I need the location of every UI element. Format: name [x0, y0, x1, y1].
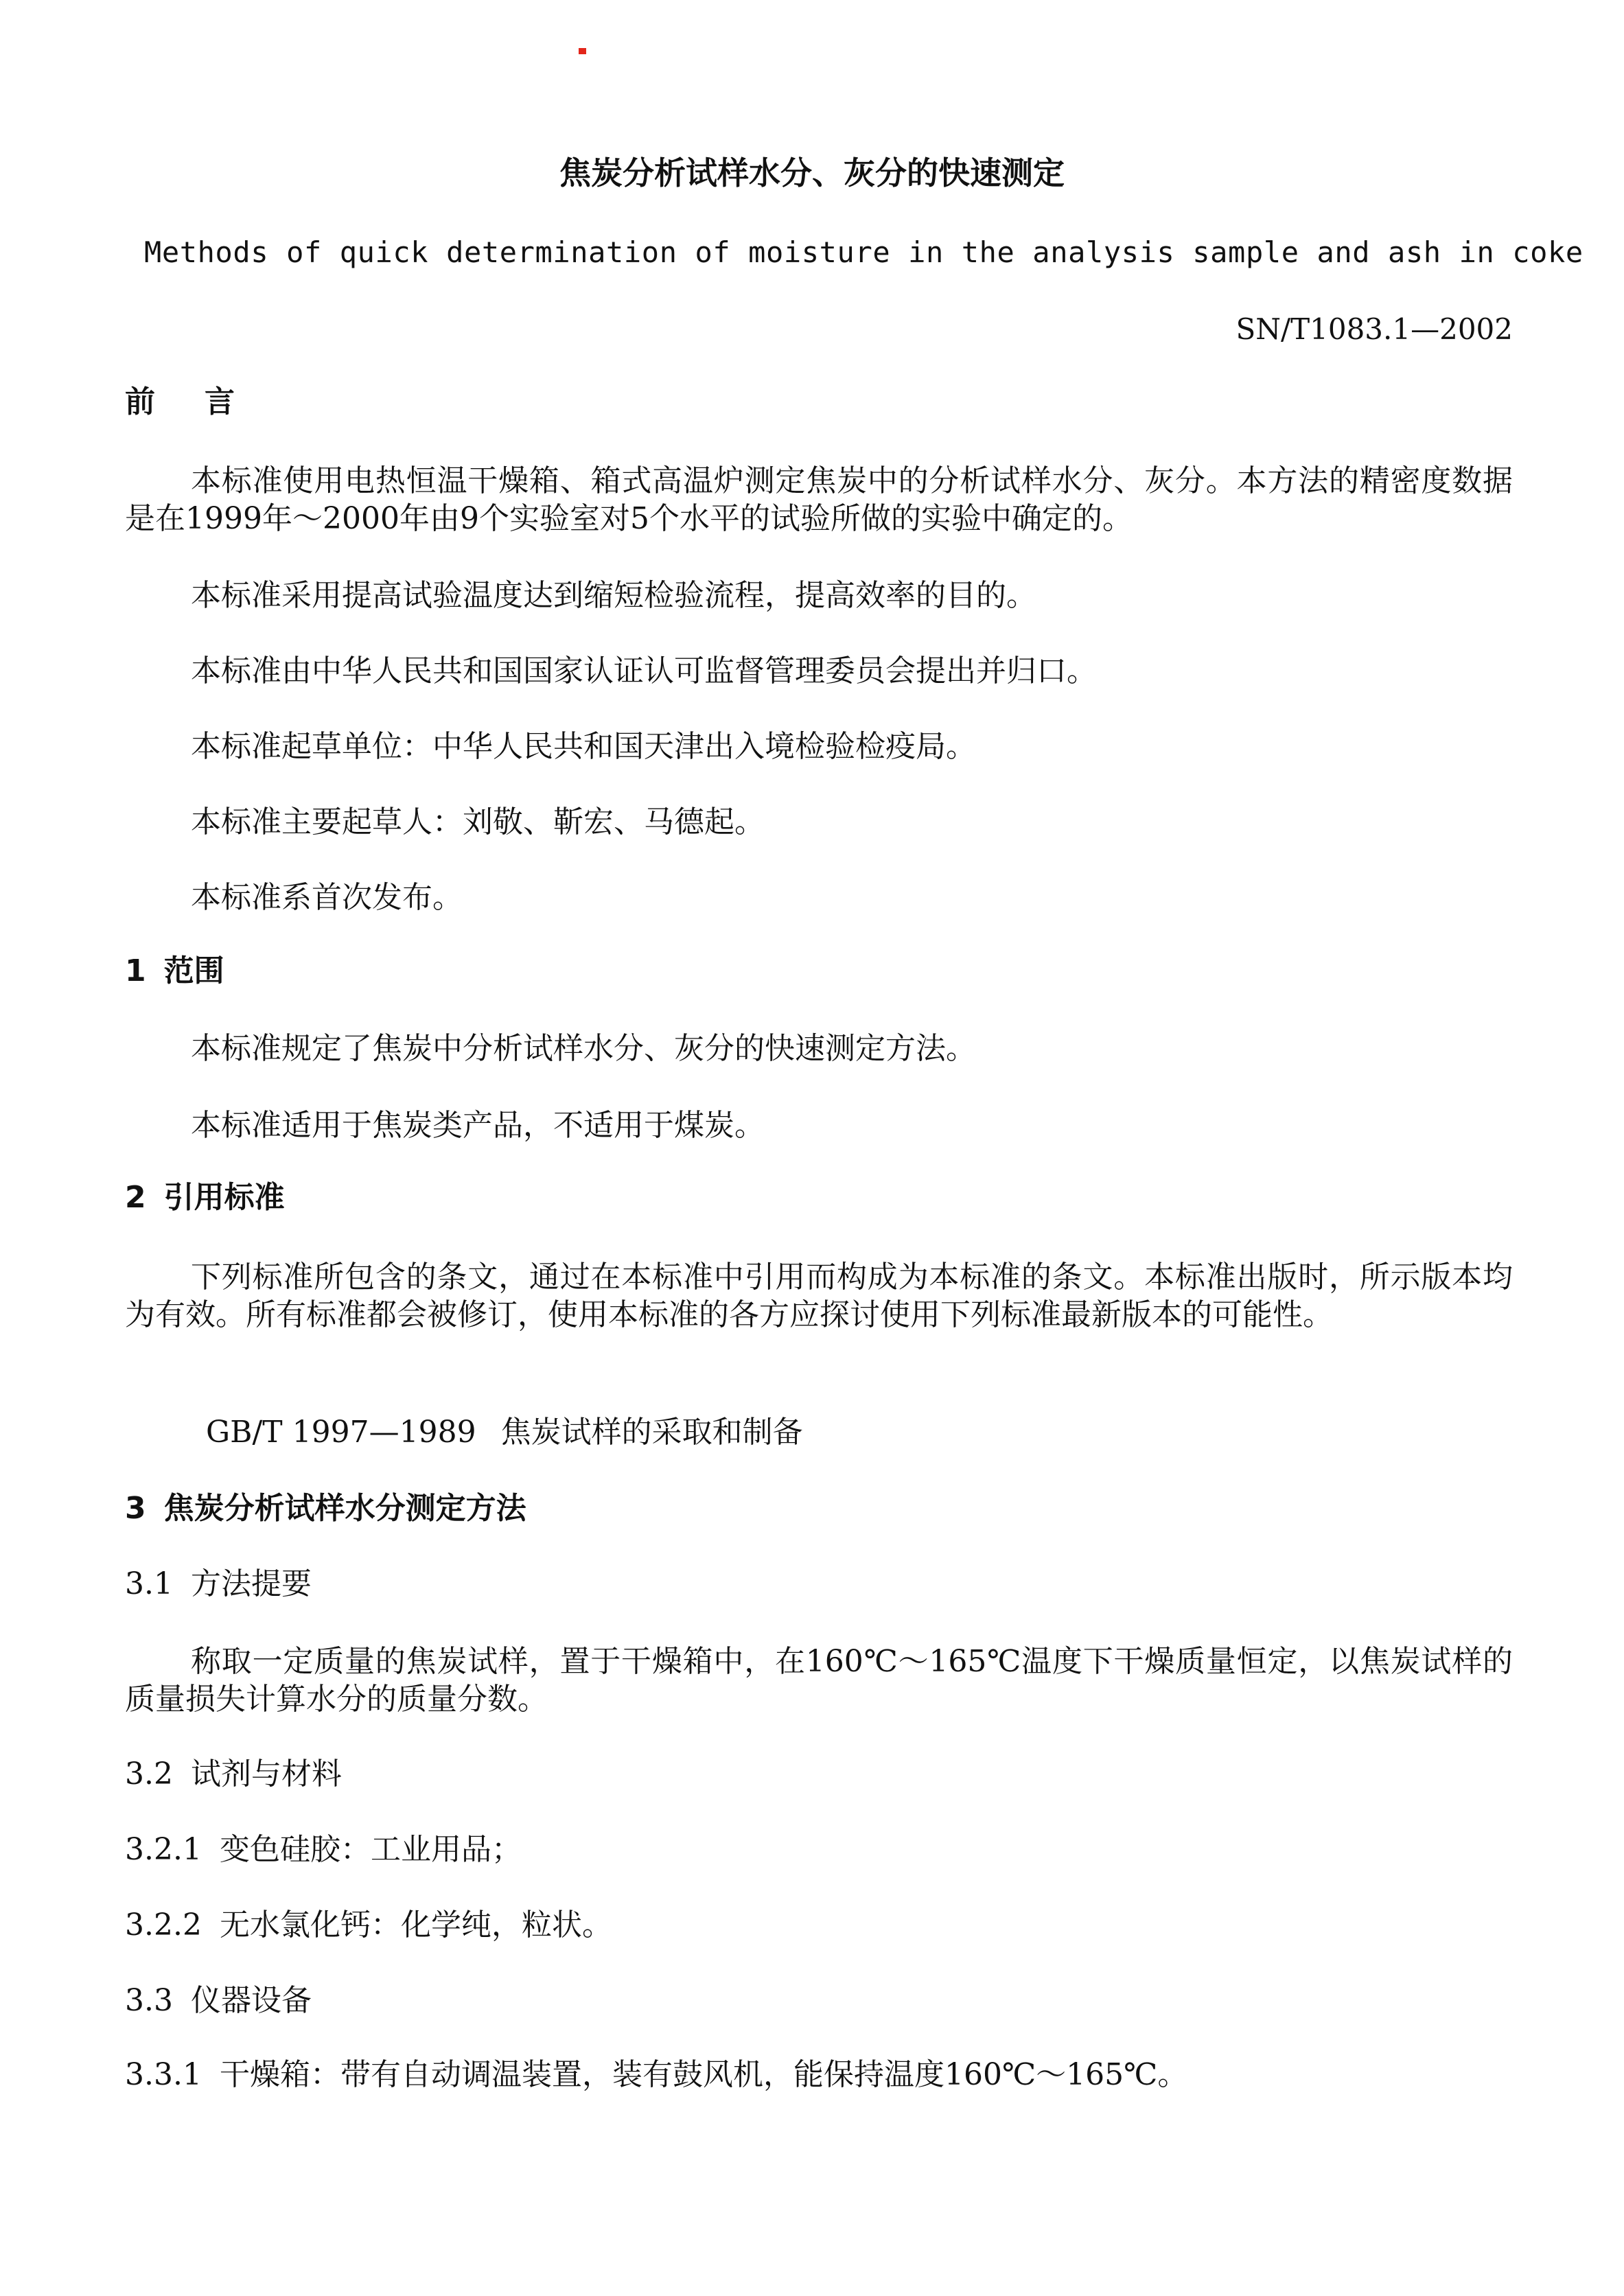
- subsection-3-1-heading: [125, 1564, 312, 1605]
- subsection-title: 试剂与材料: [190, 1756, 342, 1791]
- subsection-number: 3.2: [125, 1756, 173, 1791]
- foreword-heading: 前言: [125, 384, 284, 419]
- foreword-paragraph-5: 本标准主要起草人：刘敬、靳宏、马德起。: [191, 804, 765, 839]
- item-text: 无水氯化钙：化学纯，粒状。: [219, 1907, 612, 1943]
- item-text: 变色硅胶：工业用品；: [219, 1832, 522, 1867]
- item-3-3-1: [125, 2054, 1187, 2096]
- reference-item: [206, 1412, 803, 1453]
- foreword-paragraph-2: 本标准采用提高试验温度达到缩短检验流程，提高效率的目的。: [191, 578, 1036, 613]
- section-number: 1: [125, 953, 146, 988]
- section-3-heading: [125, 1488, 526, 1529]
- item-number: 3.3.1: [125, 2057, 202, 2092]
- subsection-title: 方法提要: [190, 1566, 312, 1601]
- section-1-paragraph-1: 本标准规定了焦炭中分析试样水分、灰分的快速测定方法。: [191, 1031, 976, 1066]
- english-title: Methods of quick determination of moisture in the analysis sample and ash in coke: [144, 235, 1584, 269]
- section-2-heading: [125, 1177, 285, 1218]
- document-title: 焦炭分析试样水分、灰分的快速测定: [559, 154, 1065, 192]
- item-number: 3.2.2: [125, 1907, 202, 1943]
- standard-number: SN/T1083.1—2002: [1236, 312, 1513, 346]
- subsection-3-2-heading: [125, 1754, 342, 1795]
- section-2-paragraph-1: 下列标准所包含的条文，通过在本标准中引用而构成为本标准的条文。本标准出版时，所示版本均为有效。所有标准都会被修订，使用本标准的各方应探讨使用下列标准最新版本的可能性。: [125, 1260, 1513, 1332]
- section-title: 范围: [163, 953, 224, 988]
- reference-title: 焦炭试样的采取和制备: [500, 1415, 803, 1450]
- section-1-paragraph-2: 本标准适用于焦炭类产品，不适用于煤炭。: [191, 1108, 765, 1143]
- item-text: 干燥箱：带有自动调温装置，装有鼓风机，能保持温度160℃～165℃。: [219, 2057, 1188, 2092]
- foreword-paragraph-3: 本标准由中华人民共和国国家认证认可监督管理委员会提出并归口。: [191, 653, 1097, 688]
- section-title: 焦炭分析试样水分测定方法: [163, 1491, 526, 1526]
- item-3-2-2: [125, 1905, 612, 1946]
- subsection-number: 3.3: [125, 1983, 173, 2018]
- reference-code: GB/T 1997—1989: [206, 1415, 476, 1450]
- foreword-paragraph-6: 本标准系首次发布。: [191, 880, 463, 915]
- foreword-paragraph-1: 本标准使用电热恒温干燥箱、箱式高温炉测定焦炭中的分析试样水分、灰分。本方法的精密度数据是在1999年～2000年由9个实验室对5个水平的试验所做的实验中确定的。: [125, 463, 1513, 536]
- subsection-title: 仪器设备: [190, 1983, 312, 2018]
- item-number: 3.2.1: [125, 1832, 202, 1867]
- subsection-3-1-paragraph: 称取一定质量的焦炭试样，置于干燥箱中，在160℃～165℃温度下干燥质量恒定，以焦炭试样的质量损失计算水分的质量分数。: [125, 1644, 1513, 1717]
- foreword-paragraph-4: 本标准起草单位：中华人民共和国天津出入境检验检疫局。: [191, 729, 976, 764]
- section-number: 3: [125, 1491, 146, 1526]
- subsection-number: 3.1: [125, 1566, 173, 1601]
- section-number: 2: [125, 1180, 146, 1215]
- red-mark: [579, 48, 586, 54]
- section-title: 引用标准: [163, 1180, 285, 1215]
- subsection-3-3-heading: [125, 1980, 312, 2021]
- section-1-heading: [125, 951, 224, 992]
- item-3-2-1: [125, 1829, 522, 1870]
